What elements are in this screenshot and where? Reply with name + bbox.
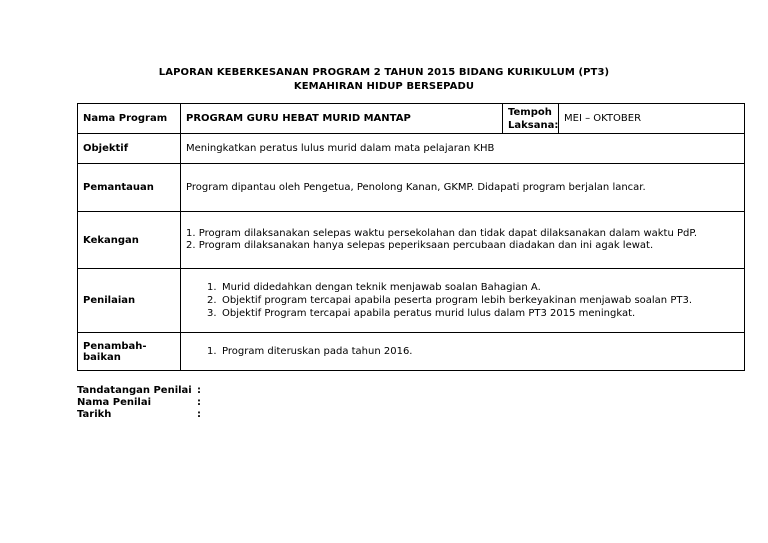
list-item (207, 281, 739, 294)
signature-row (77, 385, 201, 397)
value-penambahbaikan (181, 333, 745, 371)
label-nama-program: Nama Program (78, 104, 181, 134)
row-kekangan (78, 212, 745, 269)
list-number: 1. (207, 282, 217, 293)
list-number: 3. (207, 308, 217, 319)
signature-colon: : (197, 385, 201, 396)
list-item (207, 307, 739, 320)
row-penambahbaikan (78, 333, 745, 371)
signature-label: Tandatangan Penilai (77, 385, 192, 396)
list-text: Objektif Program tercapai apabila peratus murid lulus dalam PT3 2015 meningkat. (222, 308, 636, 319)
kekangan-item: 2. Program dilaksanakan hanya selepas peperiksaan percubaan diadakan dan ini agak lewat. (186, 240, 654, 251)
penilaian-list (186, 281, 739, 320)
list-item (207, 345, 739, 358)
signature-label: Tarikh (77, 409, 112, 420)
value-objektif: Meningkatkan peratus lulus murid dalam mata pelajaran KHB (181, 134, 745, 164)
value-penilaian (181, 269, 745, 333)
report-table (77, 103, 745, 371)
label-objektif: Objektif (78, 134, 181, 164)
list-text: Program diteruskan pada tahun 2016. (222, 346, 413, 357)
row-pemantauan (78, 164, 745, 212)
list-item (207, 294, 739, 307)
penambahbaikan-list (186, 345, 739, 358)
signature-row (77, 409, 201, 421)
list-number: 2. (207, 295, 217, 306)
signature-colon: : (197, 397, 201, 408)
tempoh-line-1: Tempoh (508, 106, 552, 118)
list-text: Murid didedahkan dengan teknik menjawab soalan Bahagian A. (222, 282, 541, 293)
value-tempoh-laksana: MEI – OKTOBER (559, 104, 745, 134)
value-pemantauan: Program dipantau oleh Pengetua, Penolong Kanan, GKMP. Didapati program berjalan lancar. (181, 164, 745, 212)
label-penambahbaikan: Penambah-baikan (78, 333, 181, 371)
kekangan-item: 1. Program dilaksanakan selepas waktu persekolahan dan tidak dapat dilaksanakan dalam waktu PdP. (186, 228, 698, 239)
signature-row (77, 397, 201, 409)
tempoh-line-2: Laksana: (508, 119, 559, 131)
label-tempoh-laksana (503, 104, 559, 134)
list-number: 1. (207, 346, 217, 357)
report-title: LAPORAN KEBERKESANAN PROGRAM 2 TAHUN 2015 BIDANG KURIKULUM (PT3) (158, 67, 610, 78)
label-pemantauan: Pemantauan (78, 164, 181, 212)
row-objektif (78, 134, 745, 164)
signature-label: Nama Penilai (77, 397, 152, 408)
label-kekangan: Kekangan (78, 212, 181, 269)
row-nama-program (78, 104, 745, 134)
row-penilaian (78, 269, 745, 333)
label-penilaian: Penilaian (78, 269, 181, 333)
value-kekangan (181, 212, 745, 269)
list-text: Objektif program tercapai apabila peserta program lebih berkeyakinan menjawab soalan PT3. (222, 295, 693, 306)
value-nama-program: PROGRAM GURU HEBAT MURID MANTAP (181, 104, 503, 134)
signature-colon: : (197, 409, 201, 420)
signature-block (77, 385, 201, 421)
report-subtitle: KEMAHIRAN HIDUP BERSEPADU (293, 81, 475, 92)
